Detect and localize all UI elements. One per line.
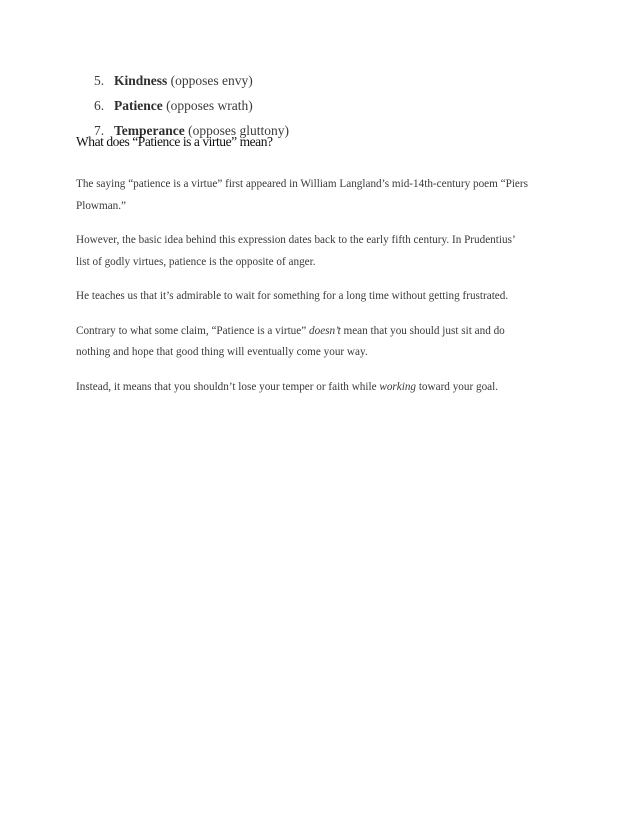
paragraph-teaching <box>76 286 566 308</box>
paragraph-text: Contrary to what some claim, “Patience is a virtue” <box>76 324 309 337</box>
virtue-note: (opposes envy) <box>167 73 253 88</box>
paragraph-text: toward your goal. <box>416 380 499 393</box>
paragraph-history <box>76 230 566 273</box>
emphasis-text: working <box>379 380 417 393</box>
paragraph-text: Instead, it means that you shouldn’t lose your temper or faith while <box>76 380 380 393</box>
virtue-note: (opposes gluttony) <box>184 123 289 138</box>
paragraph-text: mean that you should just sit and do <box>340 324 505 337</box>
emphasis-text: doesn’t <box>309 324 341 337</box>
list-item <box>94 72 289 97</box>
article-body <box>76 174 566 411</box>
paragraph-line: list of godly virtues, patience is the opposite of anger. <box>76 255 316 268</box>
section-heading: What does “Patience is a virtue” mean? <box>76 134 273 149</box>
virtue-name: Temperance <box>114 123 185 138</box>
virtue-name: Patience <box>114 98 163 113</box>
list-item <box>94 97 289 122</box>
paragraph-misconception <box>76 321 566 364</box>
list-item-number: 5. <box>94 73 105 88</box>
list-item-number: 7. <box>94 123 105 138</box>
paragraph-line: Plowman.” <box>76 199 127 212</box>
paragraph-meaning <box>76 377 566 399</box>
virtue-note: (opposes wrath) <box>162 98 253 113</box>
paragraph-line: The saying “patience is a virtue” first appeared in William Langland’s mid-14th-century poem “Piers <box>76 178 528 190</box>
paragraph-line: He teaches us that it’s admirable to wait for something for a long time without getting frustrated. <box>76 290 509 302</box>
virtue-name: Kindness <box>114 73 168 88</box>
paragraph-origin <box>76 174 566 217</box>
paragraph-line: However, the basic idea behind this expression dates back to the early fifth century. In Prudentius’ <box>76 234 516 246</box>
list-item-number: 6. <box>94 98 105 113</box>
paragraph-line: nothing and hope that good thing will eventually come your way. <box>76 346 368 358</box>
